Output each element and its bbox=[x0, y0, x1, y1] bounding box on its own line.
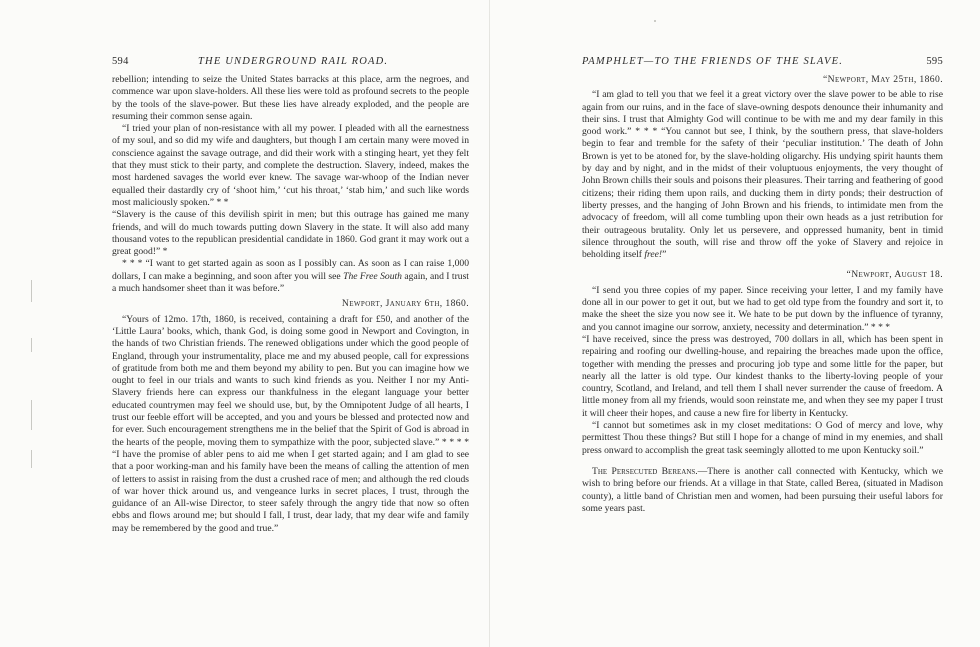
paragraph bbox=[112, 258, 469, 295]
paragraph-text: * * * “I want to get started again as soon as I possibly can. As soon as I can raise 1,000 dollars, I can make a beginning, and soon after you will see bbox=[112, 258, 469, 282]
paragraph: “I cannot but sometimes ask in my closet meditations: O God of mercy and love, why permittest Thou these things? But still I hope for a change of mind in my enemies, and shall press onward to accomplish the great task seemingly allotted to me upon Kentucky soil.” bbox=[582, 420, 943, 456]
right-text-column bbox=[582, 74, 943, 515]
paragraph bbox=[582, 466, 943, 515]
margin-mark bbox=[31, 450, 32, 468]
margin-marks bbox=[31, 280, 37, 480]
section-heading: The Persecuted Bereans. bbox=[592, 465, 698, 477]
paragraph: “I send you three copies of my paper. Since receiving your letter, I and my family have done all in our power to get it out, but we had to get old type from the foundry and sort it, to make the sheet the size you now see it. We hate to be put down by the influence of tyranny, and you cannot imagine our sorrow, anxiety, necessity and determination.” * * * bbox=[582, 284, 943, 333]
margin-mark bbox=[31, 280, 32, 302]
paragraph-text: “I am glad to tell you that we feel it a great victory over the slave power to be able to rise again from our ruins, and in the face of slave-owning despots denounce their inhumanity and their sins. I trust that Almighty God will continue to be with me and my dear family in this good work.” * * * “You cannot but see, I think, by the southern press, that slave-holders begin to fear and tremble for the safety of their ‘peculiar institution.’ The death of John Brown is yet to be atoned for, by the slave-holding oligarchy. His undying spirit haunts them by day and by night, and in the midst of their voluptuous enjoyments, the very thought of John Brown chills their souls and poisons their pleasures. Their tarring and feathering of good citizens; their riding them upon rails, and ducking them in dirty ponds; their destruction of liberty presses, and the hanging of John Brown and his friends, to intimidate men from the advocacy of freedom, will all come tumbling upon their own heads as a just retribution for their outrageous brutality. Only let us persevere, and oppressed humanity, bent in timid silence throughout the south, will rise and throw off the yoke of Slavery and rejoice in beholding itself bbox=[582, 89, 943, 261]
dateline: Newport, January 6th, 1860. bbox=[341, 298, 469, 310]
paragraph: “I tried your plan of non-resistance with all my power. I pleaded with all the earnestness of my soul, and so did my wife and daughters, but though I am certain many were moved in conscience against the savage outrage, and did their work with a stinging heart, yet they felt that they must stick to their party, and complete the destruction. Slavery, indeed, makes the most hardened savages the world ever knew. The savage war-whoop of the Indian never equalled their dastardly cry of ‘shoot him,’ ‘cut his throat,’ ‘stab him,’ and such like words most maliciously spoken.” * * bbox=[112, 123, 469, 208]
paragraph: “Slavery is the cause of this devilish spirit in men; but this outrage has gained me many friends, and will do much towards putting down Slavery in the state. It will also add many thousand votes to the republican presidential candidate in 1860. God grant it may work out a great good!” * bbox=[112, 209, 469, 258]
running-title-right: PAMPHLET—TO THE FRIENDS OF THE SLAVE. bbox=[582, 56, 844, 67]
paragraph: rebellion; intending to seize the United States barracks at this place, arm the negroes, and commence war upon slave-holders. All these lies were told as profound secrets to the people by the tools of the slave-power. But these lies have already exploded, and the people are resuming their common sense again. bbox=[112, 74, 469, 122]
page-speck bbox=[654, 20, 656, 22]
dateline: “Newport, August 18. bbox=[846, 269, 943, 281]
italic-title: The Free South bbox=[343, 270, 402, 282]
running-title-left: THE UNDERGROUND RAIL ROAD. bbox=[198, 56, 389, 67]
right-page bbox=[490, 0, 980, 647]
dateline: “Newport, May 25th, 1860. bbox=[822, 74, 943, 85]
paragraph-text: again, and I trust a much handsomer sheet than it was before.” bbox=[112, 270, 469, 295]
paragraph: “Yours of 12mo. 17th, 1860, is received, containing a draft for £50, and another of the ‘Little Laura’ books, which, thank God, is doing some good in Newport and Covington, in the hands of two Christian friends. The renewed obligations under which the good people of England, through your instrumentality, place me and my abused people, call for expressions of gratitude from both me and them beyond my ability to pen. But you can imagine how we ought to feel in our trials and wants to such kind friends as you. Neither I nor my Anti-Slavery friends here can express our thankfulness in the elegant language your better educated countrymen may feel we should use, but, by the Omnipotent Judge of all hearts, I trust our feeble effort will be accepted, and you and yours be blessed and protected now and for ever. Such encouragement strengthens me in the belief that the Spirit of God is abroad in the hearts of the people, moving them to sympathize with the poor, subjected slave.” * * * * “I have the promise of abler pens to aid me when I get started again; and I am glad to see that a poor working-man and his family have been the means of calling the attention of men of letters to assist in raising from the dust a crushed race of men; and although the red clouds of war hover thick around us, and vengeance lurks in secret places, I trust, through the guidance of an All-wise Director, to steer safely through the angry tide that now so often ebbs and flows around me; but should I fall, I trust, dear lady, that my dear wife and family may be remembered by the good and true.” bbox=[112, 313, 469, 534]
margin-mark bbox=[31, 338, 32, 352]
page-number-right: 595 bbox=[926, 56, 943, 67]
closing-quote: ” bbox=[662, 249, 667, 261]
page-number-left: 594 bbox=[112, 56, 129, 67]
paragraph: “I have received, since the press was destroyed, 700 dollars in all, which has been spent in repairing and roofing our dwelling-house, and repairing the breaches made upon the office, together with mending the presses and procuring job type and some little for the paper, but nearly all the latter is old type. Our kindest thanks to the liberty-loving people of your country, Scotland, and Ireland, and tell them I shall never surrender the cause of freedom. A little money from all my friends, would soon reinstate me, and when they see my paper I trust it will cheer their hopes, and cause a new fire for liberty in Kentucky. bbox=[582, 333, 943, 419]
italic-word: free! bbox=[644, 249, 663, 261]
left-text-column bbox=[112, 74, 469, 535]
paragraph bbox=[582, 89, 943, 261]
paragraph-text: —There is another call connected with Kentucky, which we wish to bring before our friends. At a village in that State, called Berea, (situated in Madison county), a little band of Christian men and women, had been pursuing their useful labors for some years past. bbox=[582, 465, 943, 514]
margin-mark bbox=[31, 400, 32, 430]
